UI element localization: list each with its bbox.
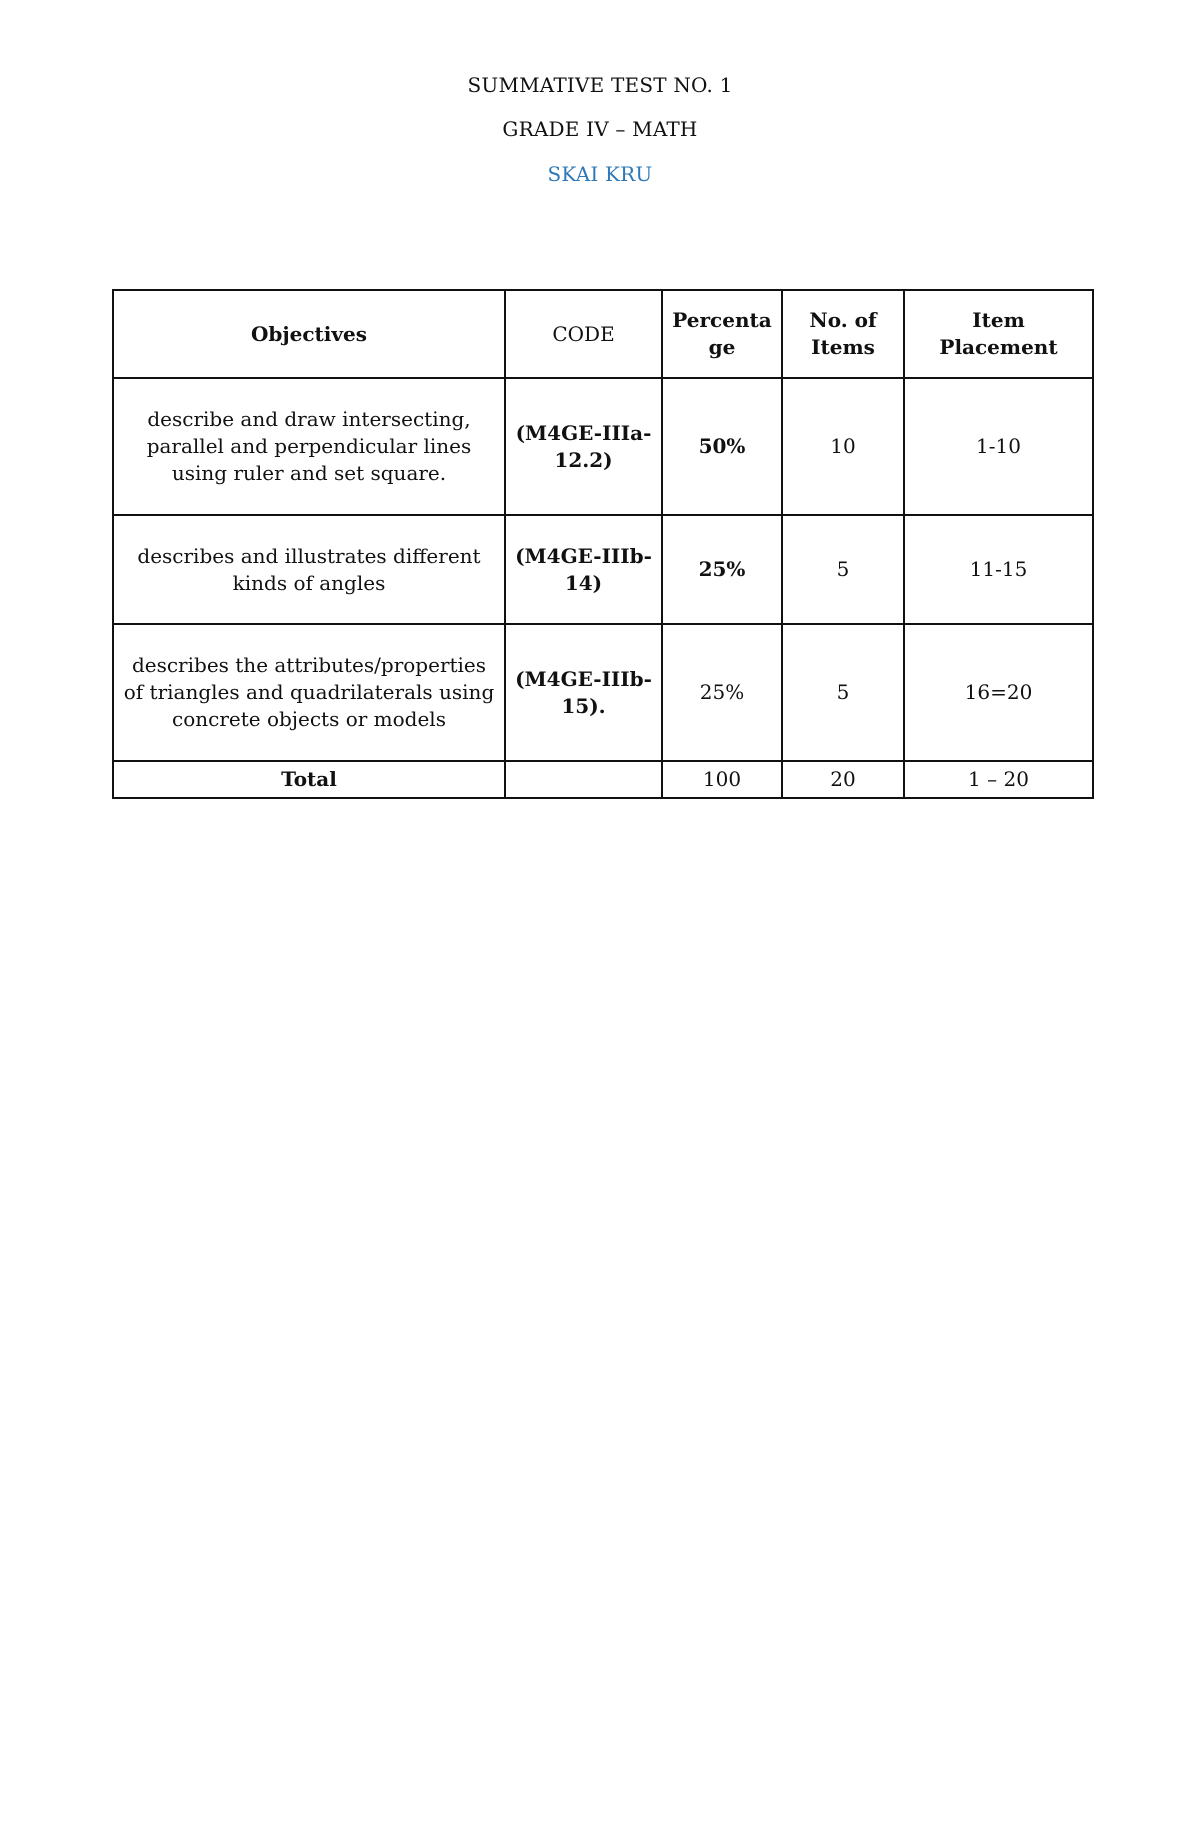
items-cell: 5: [782, 624, 904, 761]
document-author: SKAI KRU: [547, 162, 653, 186]
items-cell: 10: [782, 378, 904, 515]
header-code: CODE: [505, 290, 662, 378]
table-of-specifications: [112, 289, 1094, 799]
total-items: 20: [782, 761, 904, 798]
percentage-cell: 25%: [662, 515, 782, 624]
table-header-row: [113, 290, 1093, 378]
table-row: [113, 624, 1093, 761]
header-objectives: Objectives: [113, 290, 505, 378]
total-code: [505, 761, 662, 798]
items-cell: 5: [782, 515, 904, 624]
total-placement: 1 – 20: [904, 761, 1093, 798]
total-label: Total: [113, 761, 505, 798]
table-row: [113, 378, 1093, 515]
code-cell: (M4GE-IIIa-12.2): [505, 378, 662, 515]
table-row: [113, 515, 1093, 624]
code-cell: (M4GE-IIIb-14): [505, 515, 662, 624]
objective-cell: describe and draw intersecting, parallel and perpendicular lines using ruler and set square.: [113, 378, 505, 515]
header-percentage: Percenta ge: [662, 290, 782, 378]
objective-cell: describes and illustrates different kinds of angles: [113, 515, 505, 624]
percentage-cell: 25%: [662, 624, 782, 761]
placement-cell: 11-15: [904, 515, 1093, 624]
table-total-row: [113, 761, 1093, 798]
document-title: SUMMATIVE TEST NO. 1: [467, 73, 733, 97]
document-subtitle: GRADE IV – MATH: [502, 117, 698, 141]
percentage-cell: 50%: [662, 378, 782, 515]
placement-cell: 16=20: [904, 624, 1093, 761]
total-percentage: 100: [662, 761, 782, 798]
header-placement: Item Placement: [904, 290, 1093, 378]
objective-cell: describes the attributes/properties of triangles and quadrilaterals using concrete objects or models: [113, 624, 505, 761]
code-cell: (M4GE-IIIb-15).: [505, 624, 662, 761]
placement-cell: 1-10: [904, 378, 1093, 515]
header-items: No. of Items: [782, 290, 904, 378]
